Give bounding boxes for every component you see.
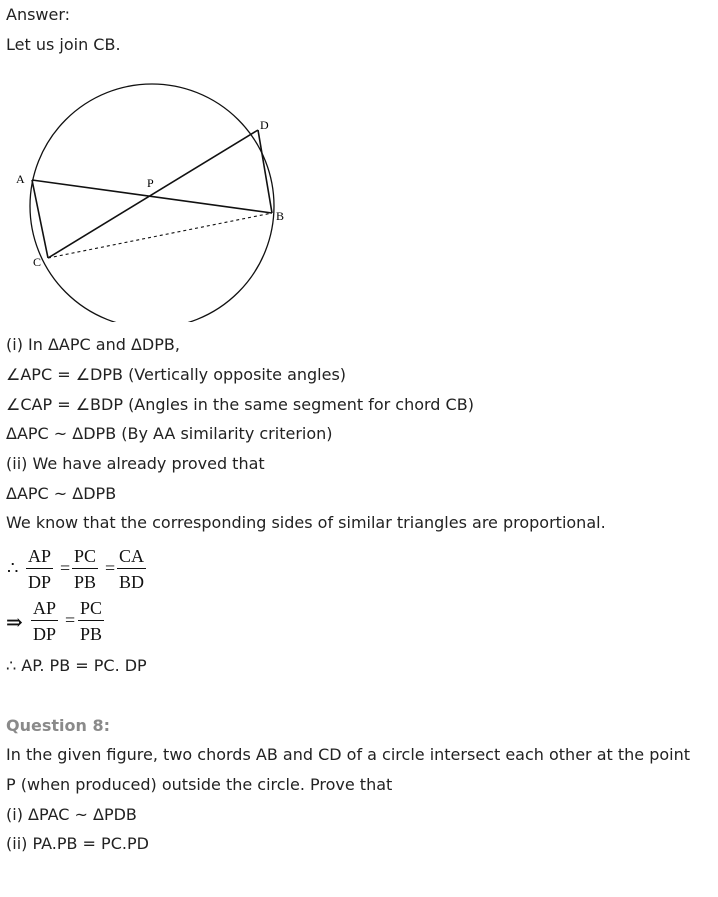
segment-db bbox=[258, 130, 272, 213]
label-b: B bbox=[276, 209, 285, 223]
question-text-1: In the given figure, two chords AB and CD of a circle intersect each other at the point bbox=[6, 745, 691, 764]
dashed-cb bbox=[48, 213, 272, 258]
chord-cd bbox=[48, 130, 258, 258]
implies-arrow: ⇒ bbox=[6, 612, 23, 634]
proof-line-4: ΔAPC ~ ΔDPB (By AA similarity criterion) bbox=[6, 424, 333, 443]
proof-line-2: ∠APC = ∠DPB (Vertically opposite angles) bbox=[6, 365, 347, 384]
equation-ratios bbox=[0, 546, 180, 596]
fraction-pc-pb: $\frac{PC}{PB}$ bbox=[80, 598, 103, 644]
label-c: C bbox=[33, 255, 42, 269]
answer-label: Answer: bbox=[6, 5, 71, 24]
therefore-symbol: ∴ bbox=[7, 558, 19, 578]
equals-sign: = bbox=[65, 610, 76, 630]
circle-figure bbox=[0, 72, 300, 322]
label-d: D bbox=[260, 118, 269, 132]
fraction-pc-pb: $\frac{PC}{PB}$ bbox=[74, 546, 97, 592]
question-part-1: (i) ΔPAC ~ ΔPDB bbox=[6, 805, 137, 824]
fraction-ap-dp: $\frac{AP}{DP}$ bbox=[33, 598, 57, 644]
proof-line-3: ∠CAP = ∠BDP (Angles in the same segment for chord CB) bbox=[6, 395, 474, 414]
intro-text: Let us join CB. bbox=[6, 35, 121, 54]
proof-line-7: We know that the corresponding sides of similar triangles are proportional. bbox=[6, 513, 606, 532]
equals-sign: = bbox=[105, 558, 116, 578]
proof-line-5: (ii) We have already proved that bbox=[6, 454, 265, 473]
proof-line-6: ΔAPC ~ ΔDPB bbox=[6, 484, 117, 503]
conclusion-text: ∴ AP. PB = PC. DP bbox=[6, 656, 147, 675]
question-heading: Question 8: bbox=[6, 716, 110, 735]
fraction-ca-bd: $\frac{CA}{BD}$ bbox=[119, 546, 145, 592]
fraction-ap-dp: $\frac{AP}{DP}$ bbox=[28, 546, 52, 592]
equation-implies bbox=[0, 598, 140, 648]
question-text-2: P (when produced) outside the circle. Prove that bbox=[6, 775, 393, 794]
segment-ac bbox=[32, 180, 48, 258]
question-part-2: (ii) PA.PB = PC.PD bbox=[6, 834, 149, 853]
label-a: A bbox=[16, 172, 25, 186]
circle bbox=[30, 84, 274, 322]
label-p: P bbox=[147, 176, 154, 190]
equals-sign: = bbox=[60, 558, 71, 578]
proof-line-1: (i) In ΔAPC and ΔDPB, bbox=[6, 335, 180, 354]
